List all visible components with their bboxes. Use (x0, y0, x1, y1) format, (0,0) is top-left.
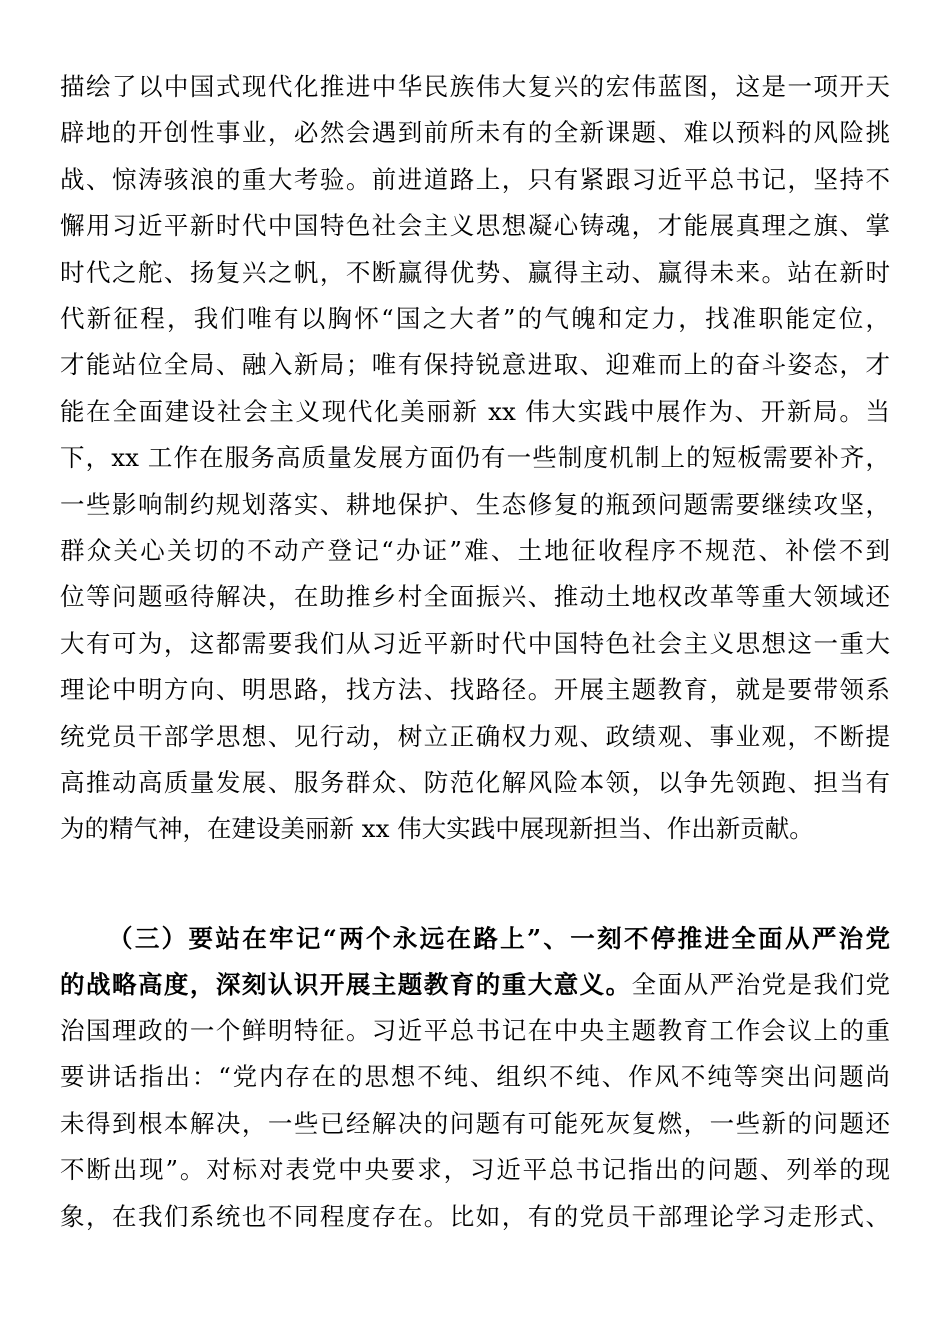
paragraph-1-line: 能在全面建设社会主义现代化美丽新 xx 伟大实践中展作为、开新局。当 (60, 396, 890, 426)
paragraph-1-line: 一些影响制约规划落实、耕地保护、生态修复的瓶颈问题需要继续攻坚， (60, 489, 890, 519)
paragraph-1-line: 大有可为，这都需要我们从习近平新时代中国特色社会主义思想这一重大 (60, 628, 890, 658)
paragraph-1-line: 统党员干部学思想、见行动，树立正确权力观、政绩观、事业观，不断提 (60, 721, 890, 751)
paragraph-2-line: 未得到根本解决，一些已经解决的问题有可能死灰复燃，一些新的问题还 (60, 1108, 890, 1138)
paragraph-2-line-2 (60, 970, 890, 1000)
paragraph-1-line: 代新征程，我们唯有以胸怀“国之大者”的气魄和定力，找准职能定位， (60, 304, 890, 333)
paragraph-1-line: 懈用习近平新时代中国特色社会主义思想凝心铸魂，才能展真理之旗、掌 (60, 211, 890, 241)
paragraph-1-line: 战、惊涛骇浪的重大考验。前进道路上，只有紧跟习近平总书记，坚持不 (60, 164, 890, 194)
paragraph-1-line: 才能站位全局、融入新局；唯有保持锐意进取、迎难而上的奋斗姿态，才 (60, 350, 890, 380)
paragraph-1-line: 时代之舵、扬复兴之帆，不断赢得优势、赢得主动、赢得未来。站在新时 (60, 257, 890, 287)
paragraph-2-line-2-text: 全面从严治党是我们党 (631, 970, 891, 999)
paragraph-1-line: 描绘了以中国式现代化推进中华民族伟大复兴的宏伟蓝图，这是一项开天 (60, 72, 890, 101)
paragraph-2-line: 不断出现”。对标对表党中央要求，习近平总书记指出的问题、列举的现 (60, 1155, 890, 1185)
paragraph-2-line: 要讲话指出：“党内存在的思想不纯、组织不纯、作风不纯等突出问题尚 (60, 1062, 890, 1092)
paragraph-2-heading-line-2: 的战略高度，深刻认识开展主题教育的重大意义。 (60, 970, 632, 999)
paragraph-1-line: 高推动高质量发展、服务群众、防范化解风险本领，以争先领跑、担当有 (60, 768, 890, 797)
paragraph-1-line: 辟地的开创性事业，必然会遇到前所未有的全新课题、难以预料的风险挑 (60, 118, 890, 148)
paragraph-1-line: 位等问题亟待解决，在助推乡村全面振兴、推动土地权改革等重大领域还 (60, 582, 890, 612)
paragraph-2-line: 治国理政的一个鲜明特征。习近平总书记在中央主题教育工作会议上的重 (60, 1016, 890, 1045)
paragraph-1-line: 为的精气神，在建设美丽新 xx 伟大实践中展现新担当、作出新贡献。 (60, 814, 814, 844)
paragraph-1-line: 群众关心关切的不动产登记“办证”难、土地征收程序不规范、补偿不到 (60, 536, 890, 565)
paragraph-1-line: 理论中明方向、明思路，找方法、找路径。开展主题教育，就是要带领系 (60, 675, 890, 705)
paragraph-2-heading-line-1: （三）要站在牢记“两个永远在路上”、一刻不停推进全面从严治党 (108, 924, 890, 953)
paragraph-2-line: 象，在我们系统也不同程度存在。比如，有的党员干部理论学习走形式、 (60, 1201, 890, 1231)
paragraph-1-line: 下，xx 工作在服务高质量发展方面仍有一些制度机制上的短板需要补齐， (60, 443, 890, 473)
